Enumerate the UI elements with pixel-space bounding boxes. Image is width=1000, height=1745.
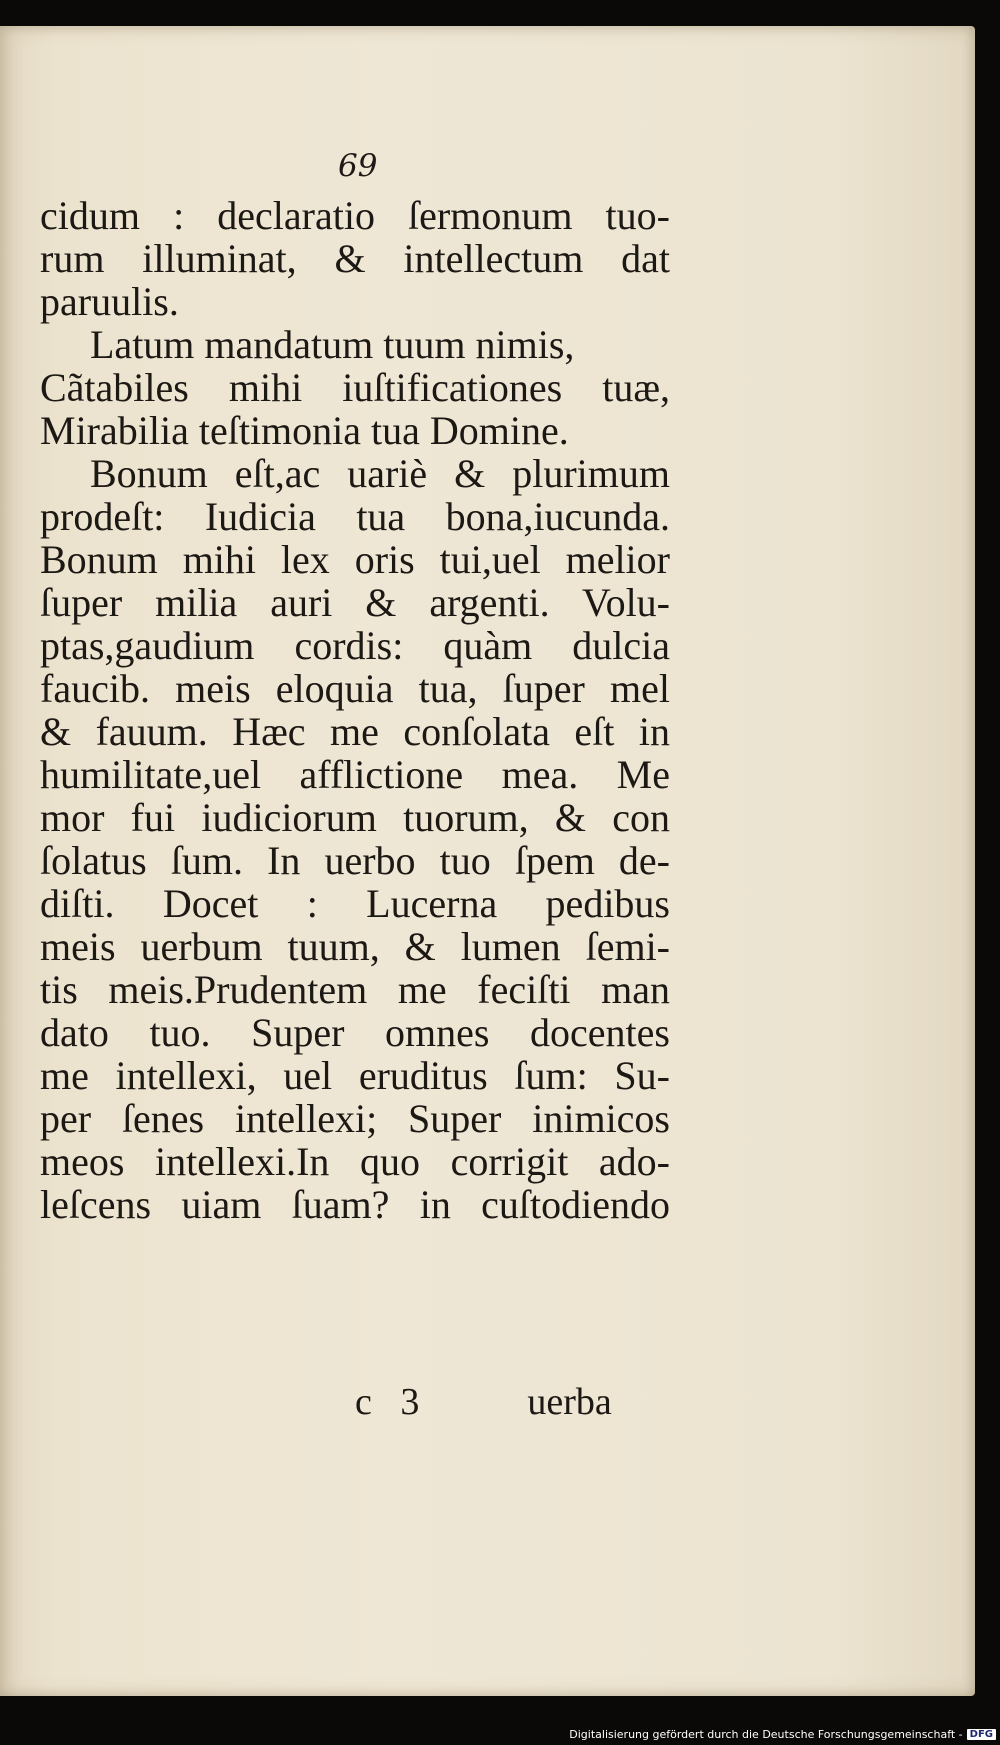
text-line: meos intellexi.In quo corrigit ado- — [40, 1139, 670, 1184]
text-line: meis uerbum tuum, & lumen ſemi- — [40, 924, 670, 969]
text-line: dato tuo. Super omnes docentes — [40, 1010, 670, 1055]
text-line: leſcens uiam ſuam? in cuſtodiendo — [40, 1182, 670, 1227]
text-line: mor fui iudiciorum tuorum, & con — [40, 795, 670, 840]
signature-line — [355, 1380, 612, 1424]
text-line: & fauum. Hæc me conſolata eſt in — [40, 709, 670, 754]
text-line: cidum : declaratio ſermonum tuo- — [40, 193, 670, 238]
text-line: Bonum mihi lex oris tui,uel melior — [40, 537, 670, 582]
text-line: Bonum eſt,ac uariè & plurimum — [90, 451, 670, 496]
text-line: Mirabilia teſtimonia tua Domine. — [40, 408, 569, 453]
text-line: per ſenes intellexi; Super inimicos — [40, 1096, 670, 1141]
text-line: prodeſt: Iudicia tua bona,iucunda. — [40, 494, 670, 539]
credit-text: Digitalisierung gefördert durch die Deutsche Forschungsgemeinschaft - — [569, 1728, 963, 1741]
text-line: me intellexi, uel eruditus ſum: Su- — [40, 1053, 670, 1098]
catchword: uerba — [527, 1381, 612, 1423]
text-line: tis meis.Prudentem me feciſti man — [40, 967, 670, 1012]
dfg-logo: DFG — [967, 1729, 996, 1740]
text-line: Cãtabiles mihi iuſtificationes tuæ, — [40, 365, 670, 410]
text-line: Latum mandatum tuum nimis, — [90, 322, 575, 367]
text-line: diſti. Docet : Lucerna pedibus — [40, 881, 670, 926]
page-number: 69 — [338, 148, 378, 184]
signature-mark: c 3 — [355, 1381, 420, 1423]
text-line: ſuper milia auri & argenti. Volu- — [40, 580, 670, 625]
text-line: ptas,gaudium cordis: quàm dulcia — [40, 623, 670, 668]
book-page — [0, 26, 975, 1696]
text-line: rum illuminat, & intellectum dat — [40, 236, 670, 281]
text-line: ſolatus ſum. In uerbo tuo ſpem de- — [40, 838, 670, 883]
text-line: faucib. meis eloquia tua, ſuper mel — [40, 666, 670, 711]
text-block — [40, 194, 670, 1226]
text-line: paruulis. — [40, 279, 179, 324]
text-line: humilitate,uel afflictione mea. Me — [40, 752, 670, 797]
digitization-credit — [569, 1728, 996, 1741]
